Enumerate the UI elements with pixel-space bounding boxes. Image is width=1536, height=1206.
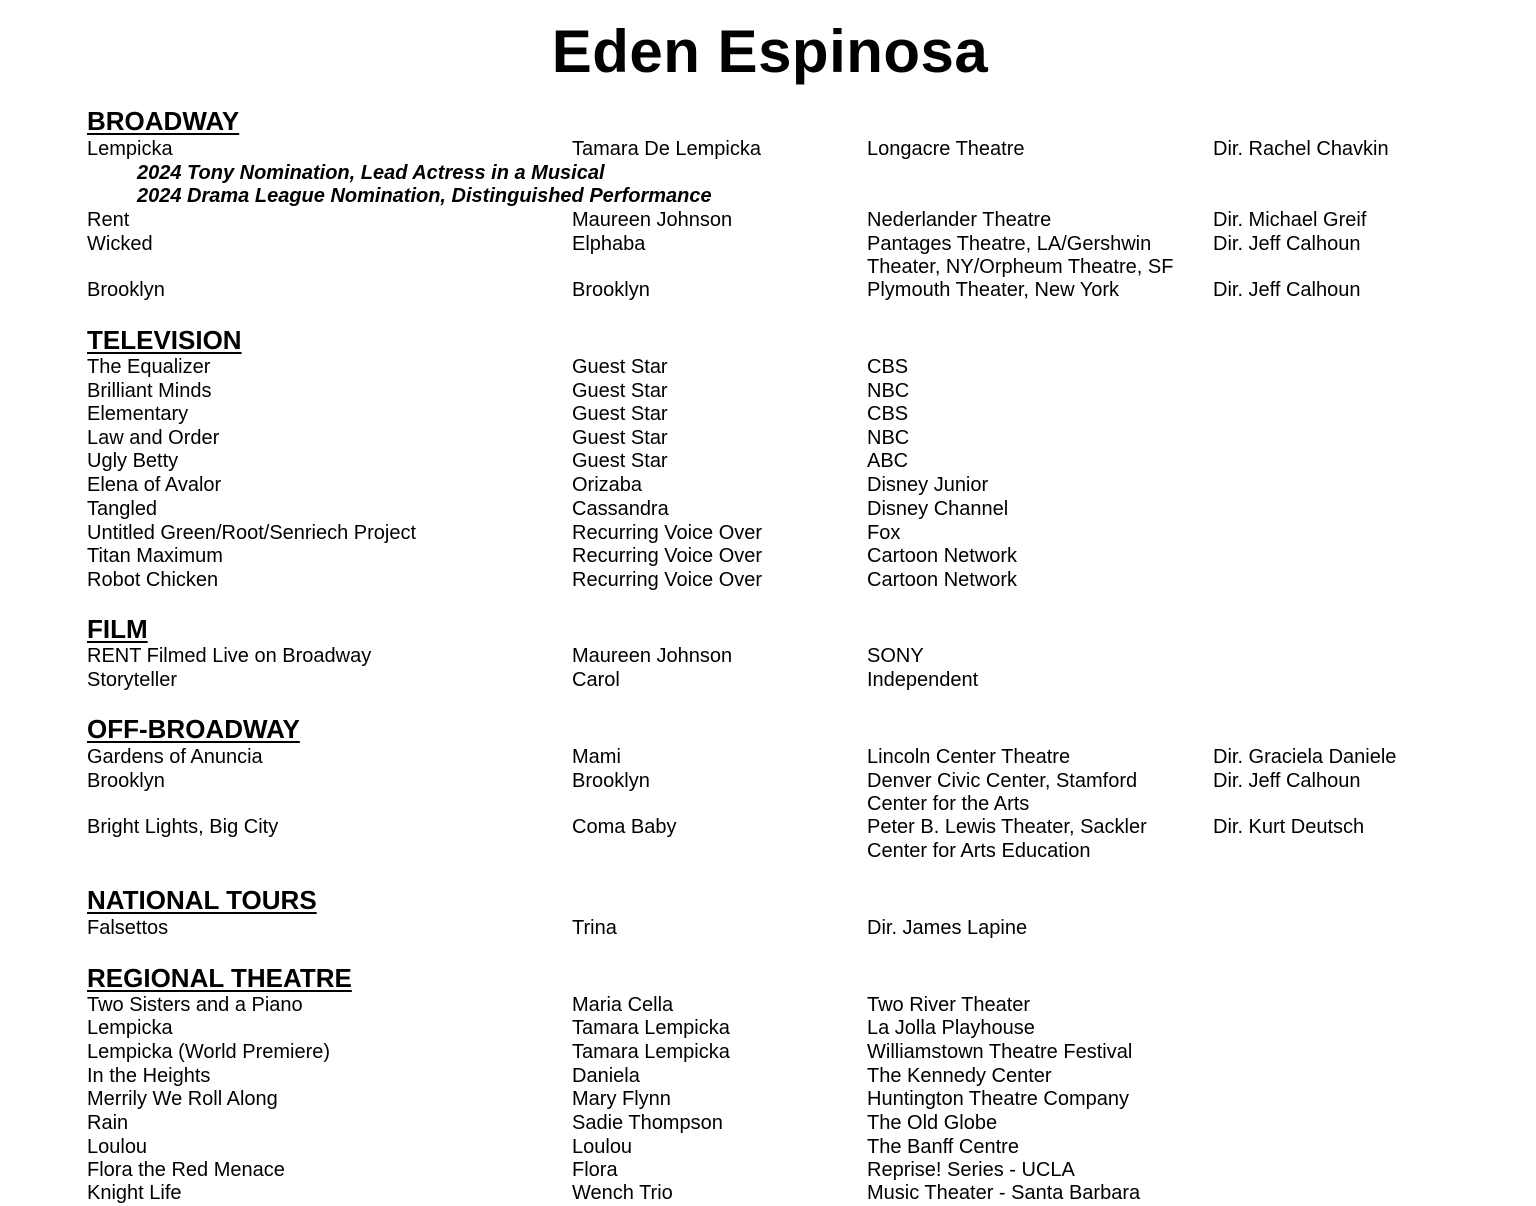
film-role: Carol <box>572 669 620 691</box>
off-broadway-director: Dir. Kurt Deutsch <box>1213 816 1365 838</box>
broadway-venue: Plymouth Theater, New York <box>867 279 1119 301</box>
tv-show: Elena of Avalor <box>87 474 222 496</box>
regional-show: Lempicka (World Premiere) <box>87 1041 331 1063</box>
regional-venue: La Jolla Playhouse <box>867 1017 1035 1039</box>
regional-show: Two Sisters and a Piano <box>87 994 303 1016</box>
page-title: Eden Espinosa <box>551 18 989 85</box>
regional-role: Tamara Lempicka <box>572 1041 730 1063</box>
broadway-director: Dir. Jeff Calhoun <box>1213 279 1361 301</box>
off-broadway-role: Mami <box>572 746 621 768</box>
section-heading-film: FILM <box>87 614 148 644</box>
tv-show: Elementary <box>87 403 189 425</box>
tour-director: Dir. James Lapine <box>867 917 1028 939</box>
off-broadway-show: Gardens of Anuncia <box>87 746 263 768</box>
regional-role: Tamara Lempicka <box>572 1017 730 1039</box>
award-note: 2024 Tony Nomination, Lead Actress in a Musical <box>137 162 605 184</box>
tv-network: Disney Channel <box>867 498 1009 520</box>
regional-role: Flora <box>572 1159 618 1181</box>
broadway-role: Elphaba <box>572 233 646 255</box>
broadway-show: Wicked <box>87 233 153 255</box>
off-broadway-venue: Peter B. Lewis Theater, Sackler <box>867 816 1147 838</box>
tv-network: NBC <box>867 427 910 449</box>
regional-role: Sadie Thompson <box>572 1112 723 1134</box>
regional-venue: The Kennedy Center <box>867 1065 1052 1087</box>
tv-role: Guest Star <box>572 427 668 449</box>
tv-role: Guest Star <box>572 450 668 472</box>
tv-network: Fox <box>867 522 901 544</box>
broadway-show: Lempicka <box>87 138 173 160</box>
off-broadway-venue: Denver Civic Center, Stamford <box>867 770 1138 792</box>
tour-show: Falsettos <box>87 917 169 939</box>
regional-show: Lempicka <box>87 1017 173 1039</box>
tv-show: The Equalizer <box>87 356 211 378</box>
regional-venue: Two River Theater <box>867 994 1031 1016</box>
regional-venue: The Old Globe <box>867 1112 998 1134</box>
regional-venue: Music Theater - Santa Barbara <box>867 1182 1141 1204</box>
tv-role: Guest Star <box>572 403 668 425</box>
broadway-director: Dir. Michael Greif <box>1213 209 1367 231</box>
broadway-role: Tamara De Lempicka <box>572 138 761 160</box>
regional-venue: The Banff Centre <box>867 1136 1019 1158</box>
tv-network: NBC <box>867 380 910 402</box>
broadway-show: Brooklyn <box>87 279 165 301</box>
broadway-role: Brooklyn <box>572 279 650 301</box>
off-broadway-venue-continued: Center for the Arts <box>867 793 1030 815</box>
regional-venue: Reprise! Series - UCLA <box>867 1159 1075 1181</box>
broadway-venue-continued: Theater, NY/Orpheum Theatre, SF <box>867 256 1174 278</box>
tv-show: Ugly Betty <box>87 450 179 472</box>
film-title: RENT Filmed Live on Broadway <box>87 645 372 667</box>
tv-network: Cartoon Network <box>867 545 1018 567</box>
off-broadway-venue-continued: Center for Arts Education <box>867 840 1091 862</box>
tv-show: Untitled Green/Root/Senriech Project <box>87 522 417 544</box>
section-heading-broadway: BROADWAY <box>87 106 240 136</box>
regional-show: In the Heights <box>87 1065 211 1087</box>
tv-network: CBS <box>867 403 909 425</box>
tv-role: Recurring Voice Over <box>572 569 763 591</box>
tour-role: Trina <box>572 917 617 939</box>
off-broadway-director: Dir. Graciela Daniele <box>1213 746 1397 768</box>
off-broadway-show: Bright Lights, Big City <box>87 816 279 838</box>
film-title: Storyteller <box>87 669 178 691</box>
off-broadway-venue: Lincoln Center Theatre <box>867 746 1071 768</box>
off-broadway-role: Brooklyn <box>572 770 650 792</box>
tv-network: Cartoon Network <box>867 569 1018 591</box>
tv-network: ABC <box>867 450 909 472</box>
regional-venue: Huntington Theatre Company <box>867 1088 1130 1110</box>
tv-role: Recurring Voice Over <box>572 522 763 544</box>
tv-role: Guest Star <box>572 380 668 402</box>
section-heading-off-broadway: OFF-BROADWAY <box>87 714 300 744</box>
tv-role: Cassandra <box>572 498 669 520</box>
regional-show: Knight Life <box>87 1182 182 1204</box>
tv-network: CBS <box>867 356 909 378</box>
off-broadway-show: Brooklyn <box>87 770 165 792</box>
tv-show: Law and Order <box>87 427 220 449</box>
tv-role: Orizaba <box>572 474 643 496</box>
broadway-venue: Nederlander Theatre <box>867 209 1052 231</box>
film-studio: Independent <box>867 669 979 691</box>
regional-show: Rain <box>87 1112 129 1134</box>
tv-role: Recurring Voice Over <box>572 545 763 567</box>
broadway-venue: Pantages Theatre, LA/Gershwin <box>867 233 1152 255</box>
broadway-venue: Longacre Theatre <box>867 138 1025 160</box>
regional-venue: Williamstown Theatre Festival <box>867 1041 1133 1063</box>
off-broadway-director: Dir. Jeff Calhoun <box>1213 770 1361 792</box>
tv-show: Tangled <box>87 498 158 520</box>
film-role: Maureen Johnson <box>572 645 733 667</box>
regional-show: Flora the Red Menace <box>87 1159 285 1181</box>
tv-show: Robot Chicken <box>87 569 219 591</box>
regional-show: Loulou <box>87 1136 148 1158</box>
tv-show: Titan Maximum <box>87 545 223 567</box>
award-note: 2024 Drama League Nomination, Distinguished Performance <box>137 185 712 207</box>
broadway-show: Rent <box>87 209 130 231</box>
regional-role: Mary Flynn <box>572 1088 671 1110</box>
regional-role: Loulou <box>572 1136 633 1158</box>
tv-role: Guest Star <box>572 356 668 378</box>
section-heading-television: TELEVISION <box>87 325 242 355</box>
broadway-role: Maureen Johnson <box>572 209 733 231</box>
regional-role: Daniela <box>572 1065 640 1087</box>
tv-show: Brilliant Minds <box>87 380 212 402</box>
film-studio: SONY <box>867 645 924 667</box>
off-broadway-role: Coma Baby <box>572 816 677 838</box>
section-heading-regional-theatre: REGIONAL THEATRE <box>87 963 352 993</box>
tv-network: Disney Junior <box>867 474 989 496</box>
broadway-director: Dir. Rachel Chavkin <box>1213 138 1389 160</box>
section-heading-national-tours: NATIONAL TOURS <box>87 885 317 915</box>
regional-show: Merrily We Roll Along <box>87 1088 278 1110</box>
regional-role: Wench Trio <box>572 1182 673 1204</box>
broadway-director: Dir. Jeff Calhoun <box>1213 233 1361 255</box>
regional-role: Maria Cella <box>572 994 674 1016</box>
